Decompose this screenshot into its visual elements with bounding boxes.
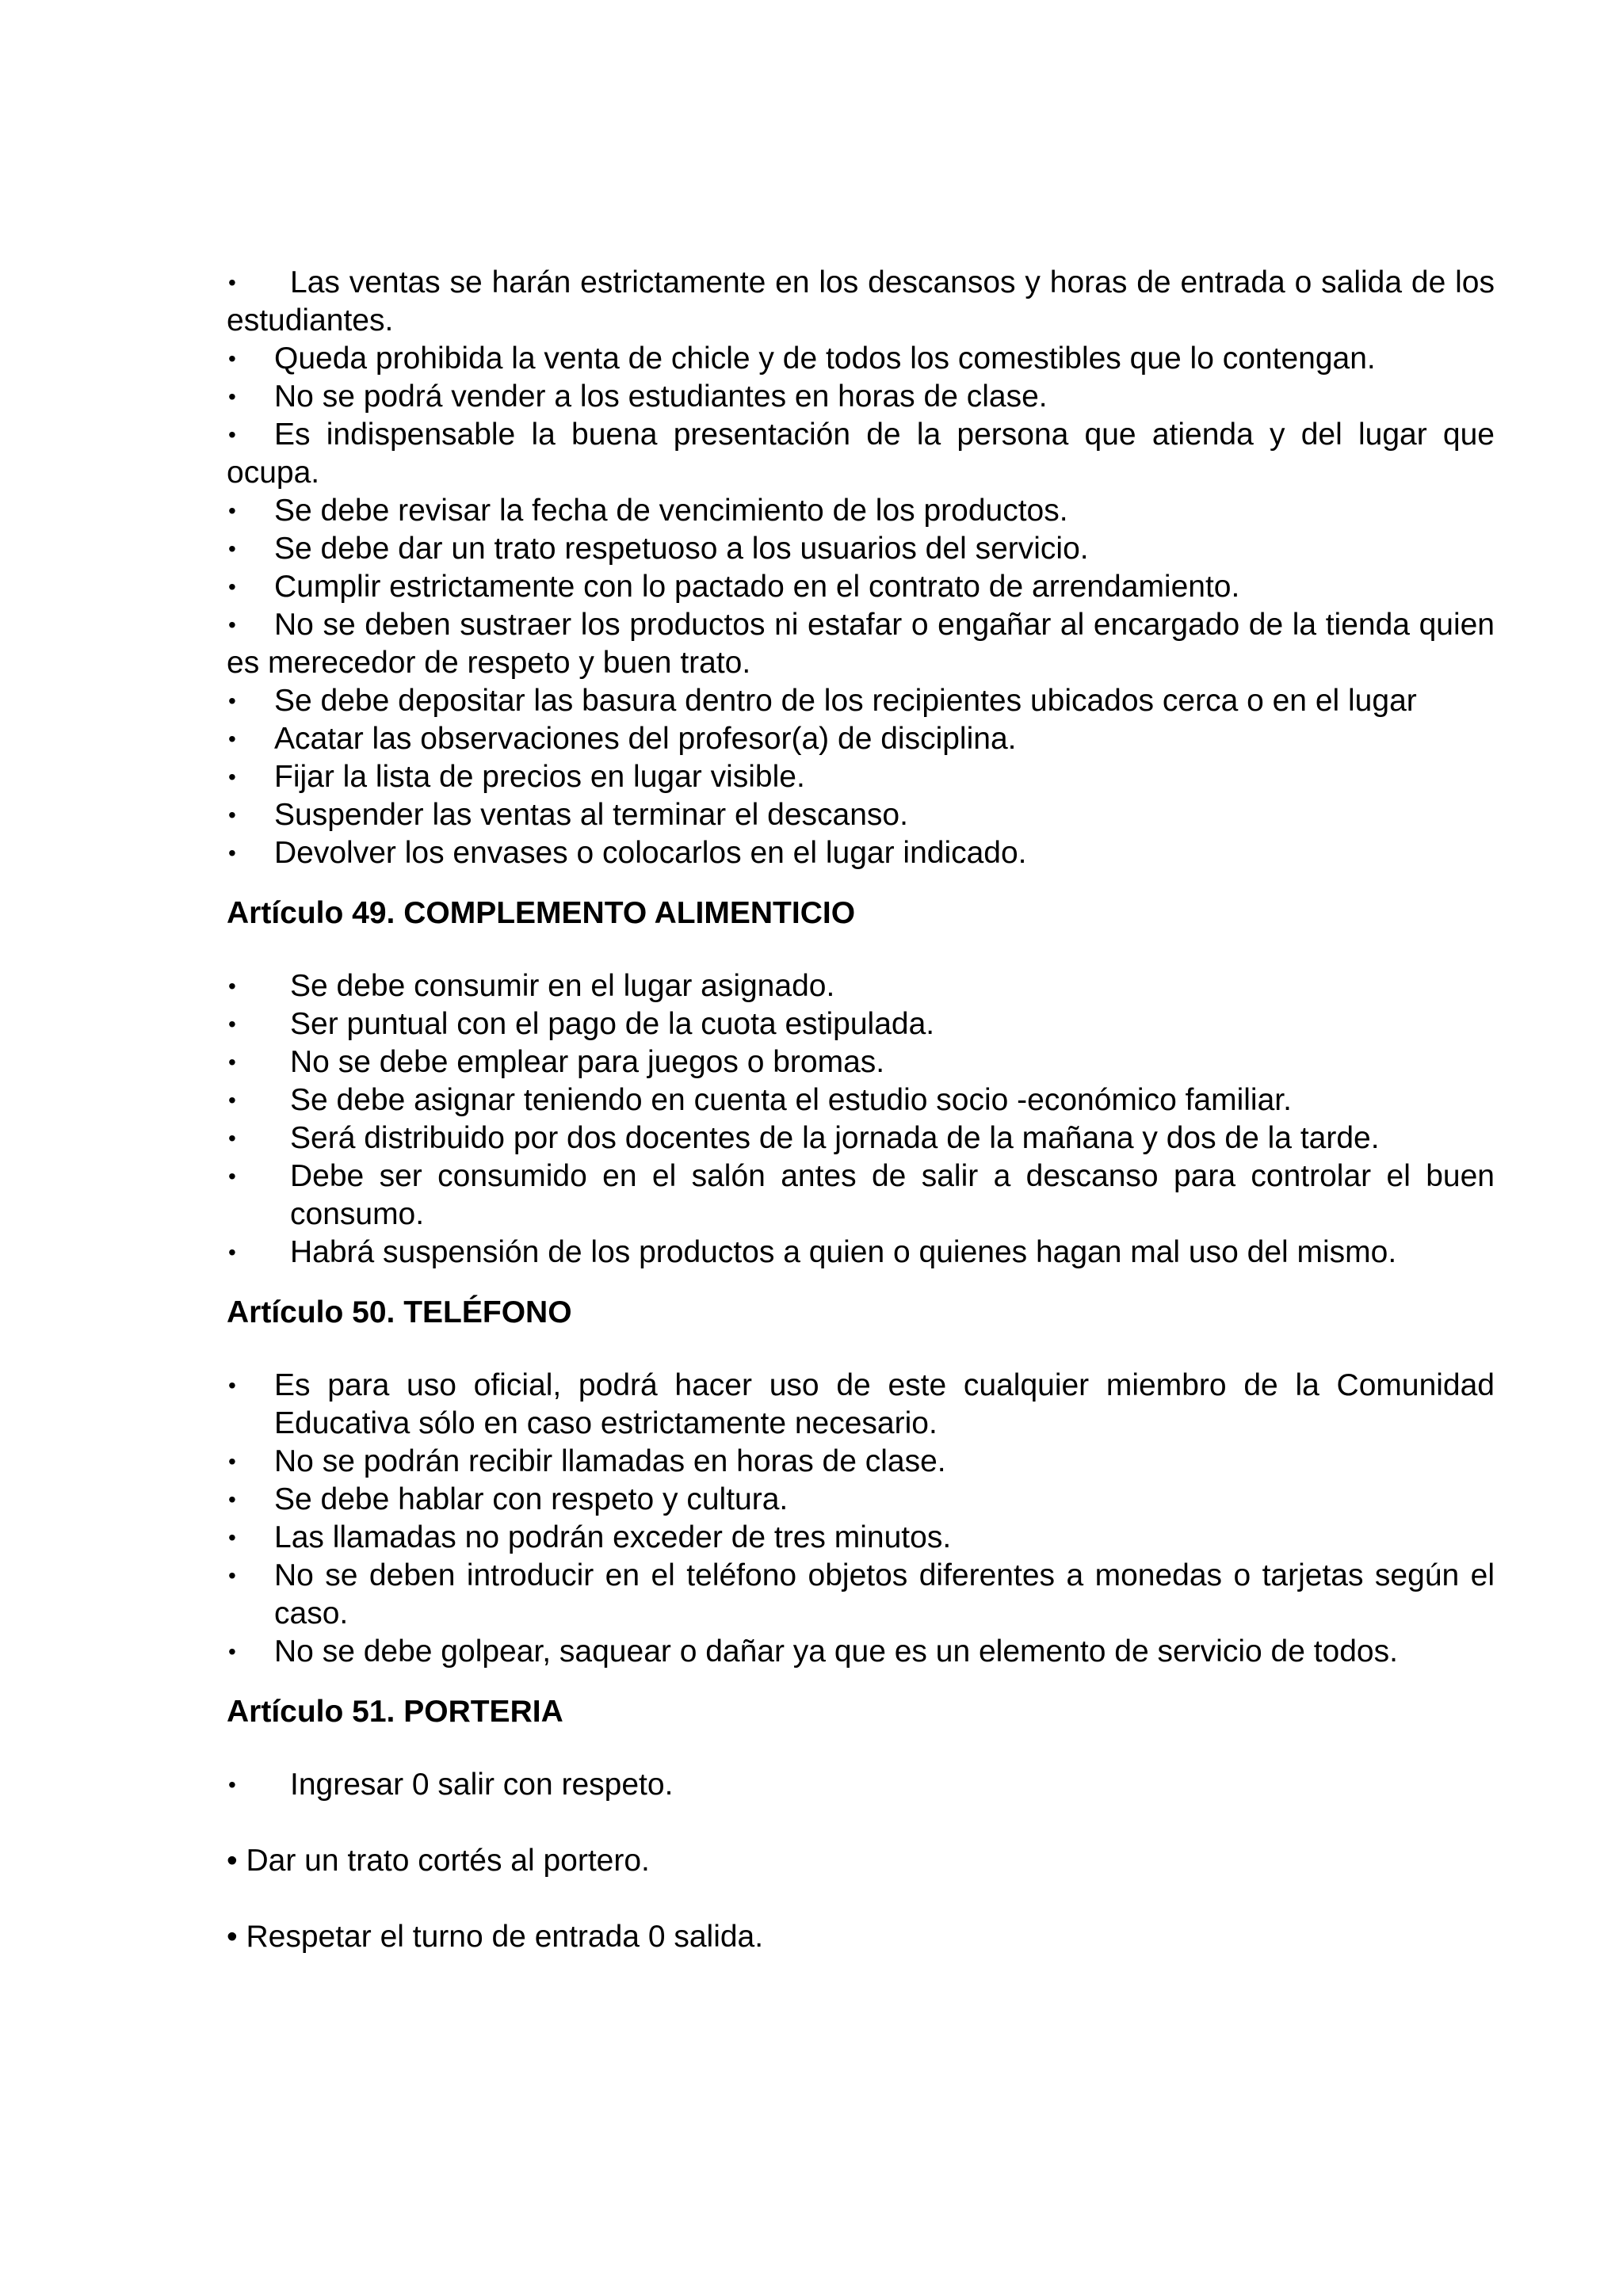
list-item: • No se deben sustraer los productos ni estafar o engañar al encargado de la tienda quien es merecedor de respeto y buen trato. — [227, 608, 1495, 680]
list-item: • Se debe depositar las basura dentro de los recipientes ubicados cerca o en el lugar — [227, 682, 1495, 720]
document-page — [227, 264, 1495, 1956]
list-item: • Habrá suspensión de los productos a quien o quienes hagan mal uso del mismo. — [227, 1234, 1495, 1272]
bullet-icon: • — [228, 1563, 236, 1588]
bullet-icon: • — [228, 536, 236, 561]
bullet-icon: • — [228, 498, 236, 523]
list-item: • Devolver los envases o colocarlos en el lugar indicado. — [227, 834, 1495, 872]
article-51-heading: Artículo 51. PORTERIA — [227, 1695, 563, 1729]
list-item: • No se debe golpear, saquear o dañar ya que es un elemento de servicio de todos. — [227, 1633, 1495, 1671]
article-49-list — [227, 967, 1495, 1272]
article-50-heading: Artículo 50. TELÉFONO — [227, 1295, 572, 1329]
list-item: • No se deben introducir en el teléfono objetos diferentes a monedas o tarjetas según el caso. — [228, 1558, 1495, 1630]
bullet-icon: • — [228, 974, 236, 998]
bullet-icon: • — [228, 612, 236, 637]
bullet-icon: • — [228, 384, 236, 409]
bullet-icon: • — [228, 1639, 236, 1664]
list-item: • Fijar la lista de precios en lugar visible. — [227, 758, 1495, 796]
bullet-icon: • — [228, 346, 236, 371]
bullet-icon: • — [228, 688, 236, 713]
list-item: • Se debe consumir en el lugar asignado. — [227, 967, 1495, 1005]
article-51-line: • Respetar el turno de entrada 0 salida. — [227, 1920, 764, 1954]
bullet-icon: • — [228, 1012, 236, 1036]
bullet-icon: • — [228, 1449, 236, 1474]
bullet-icon: • — [228, 841, 236, 865]
list-item: • No se debe emplear para juegos o bromas. — [227, 1043, 1495, 1081]
list-item: • Queda prohibida la venta de chicle y de todos los comestibles que lo contengan. — [227, 340, 1495, 378]
bullet-icon: • — [228, 1525, 236, 1550]
article-51-line: • Dar un trato cortés al portero. — [227, 1844, 650, 1878]
list-item: • Las llamadas no podrán exceder de tres minutos. — [227, 1519, 1495, 1557]
article-49-heading: Artículo 49. COMPLEMENTO ALIMENTICIO — [227, 896, 856, 930]
list-item: • Se debe dar un trato respetuoso a los usuarios del servicio. — [227, 530, 1495, 568]
list-item: • Suspender las ventas al terminar el descanso. — [227, 796, 1495, 834]
bullet-icon: • — [228, 765, 236, 789]
list-item: • Es indispensable la buena presentación de la persona que atienda y del lugar que ocupa. — [227, 418, 1495, 490]
bullet-icon: • — [228, 1373, 236, 1398]
bullet-icon: • — [228, 422, 236, 447]
bullet-icon: • — [228, 1088, 236, 1112]
list-item: • Ser puntual con el pago de la cuota estipulada. — [227, 1005, 1495, 1043]
list-item: • Se debe hablar con respeto y cultura. — [227, 1481, 1495, 1519]
vending-rules-list — [227, 264, 1495, 872]
list-item: • Debe ser consumido en el salón antes de salir a descanso para controlar el buen consumo. — [228, 1159, 1495, 1231]
bullet-icon: • — [228, 1772, 236, 1797]
list-item: • Es para uso oficial, podrá hacer uso de este cualquier miembro de la Comunidad Educativa sólo en caso estrictamente necesario. — [228, 1368, 1495, 1440]
list-item: • Cumplir estrictamente con lo pactado en el contrato de arrendamiento. — [227, 568, 1495, 606]
list-item: • Las ventas se harán estrictamente en los descansos y horas de entrada o salida de los estudiantes. — [227, 265, 1495, 338]
bullet-icon: • — [228, 1240, 236, 1264]
bullet-icon: • — [228, 803, 236, 827]
list-item: • Ingresar 0 salir con respeto. — [227, 1766, 1495, 1804]
bullet-icon: • — [228, 1164, 236, 1188]
bullet-icon: • — [228, 574, 236, 599]
list-item: • Será distribuido por dos docentes de la jornada de la mañana y dos de la tarde. — [227, 1119, 1495, 1158]
list-item: • No se podrán recibir llamadas en horas de clase. — [227, 1443, 1495, 1481]
bullet-icon: • — [228, 1050, 236, 1074]
list-item: • Acatar las observaciones del profesor(a) de disciplina. — [227, 720, 1495, 758]
article-51-list — [227, 1766, 1495, 1804]
bullet-icon: • — [228, 270, 236, 295]
bullet-icon: • — [228, 1126, 236, 1150]
bullet-icon: • — [228, 727, 236, 751]
bullet-icon: • — [228, 1487, 236, 1512]
list-item: • No se podrá vender a los estudiantes en horas de clase. — [227, 378, 1495, 416]
list-item: • Se debe asignar teniendo en cuenta el estudio socio -económico familiar. — [227, 1081, 1495, 1119]
article-50-list — [227, 1367, 1495, 1671]
list-item: • Se debe revisar la fecha de vencimiento de los productos. — [227, 492, 1495, 530]
